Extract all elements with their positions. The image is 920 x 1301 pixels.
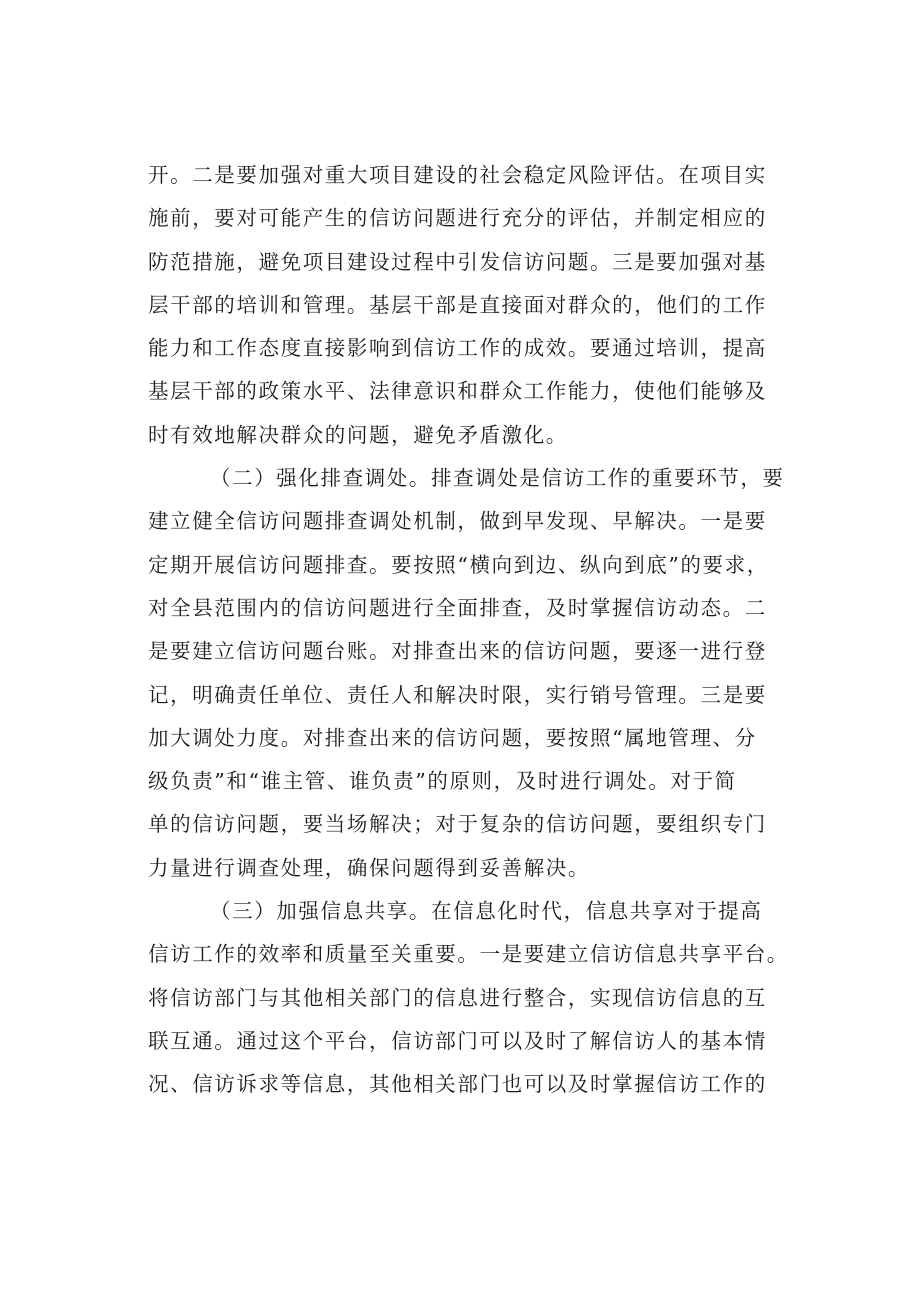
text-line: 开。二是要加强对重大项目建设的社会稳定风险评估。在项目实 xyxy=(148,163,767,187)
text-line: 将信访部门与其他相关部门的信息进行整合，实现信访信息的互 xyxy=(148,985,767,1010)
text-line: 定期开展信访问题排查。要按照“横向到边、纵向到底”的要求， xyxy=(148,552,769,577)
text-line: 施前，要对可能产生的信访问题进行充分的评估，并制定相应的 xyxy=(148,206,767,231)
text-line: 基层干部的政策水平、法律意识和群众工作能力，使他们能够及 xyxy=(148,379,767,404)
text-line: 单的信访问题，要当场解决；对于复杂的信访问题，要组织专门 xyxy=(148,812,767,837)
text-line: 况、信访诉求等信息，其他相关部门也可以及时掌握信访工作的 xyxy=(148,1072,767,1097)
text-line: 时有效地解决群众的问题，避免矛盾激化。 xyxy=(148,422,568,447)
text-line: 能力和工作态度直接影响到信访工作的成效。要通过培训，提高 xyxy=(148,336,767,361)
text-line: 信访工作的效率和质量至关重要。一是要建立信访信息共享平台。 xyxy=(148,942,789,967)
text-line: 是要建立信访问题台账。对排查出来的信访问题，要逐一进行登 xyxy=(148,639,767,664)
text-line: 记，明确责任单位、责任人和解决时限，实行销号管理。三是要 xyxy=(148,682,767,707)
text-line: 力量进行调查处理，确保问题得到妥善解决。 xyxy=(148,855,590,880)
text-line: 联互通。通过这个平台，信访部门可以及时了解信访人的基本情 xyxy=(148,1028,767,1053)
text-line: （三）加强信息共享。在信息化时代，信息共享对于提高 xyxy=(210,899,763,924)
text-line: 层干部的培训和管理。基层干部是直接面对群众的，他们的工作 xyxy=(148,292,767,317)
text-line: 防范措施，避免项目建设过程中引发信访问题。三是要加强对基 xyxy=(148,249,767,274)
text-line: 级负责”和“谁主管、谁负责”的原则，及时进行调处。对于简 xyxy=(148,769,737,794)
text-line: 加大调处力度。对排查出来的信访问题，要按照“属地管理、分 xyxy=(148,725,757,750)
text-line: 建立健全信访问题排查调处机制，做到早发现、早解决。一是要 xyxy=(148,509,767,534)
document-body xyxy=(148,154,808,1107)
text-line: 对全县范围内的信访问题进行全面排查，及时掌握信访动态。二 xyxy=(148,595,767,620)
text-line: （二）强化排查调处。排查调处是信访工作的重要环节，要 xyxy=(210,466,785,491)
